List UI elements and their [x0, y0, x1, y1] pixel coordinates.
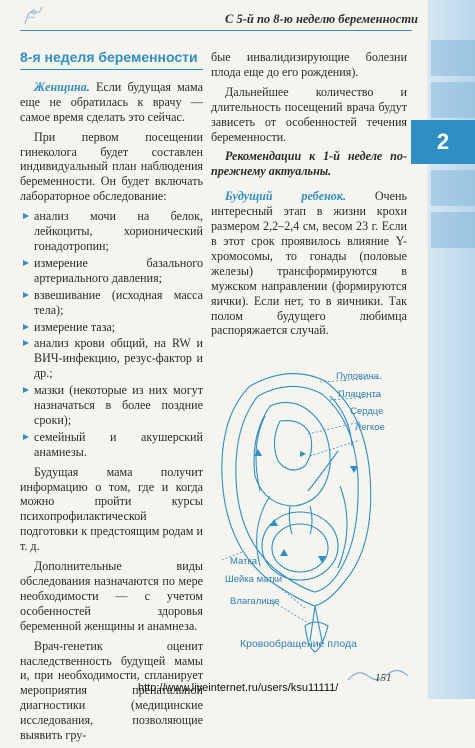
chapter-tab [431, 212, 475, 248]
lead-label: Женщина. [34, 79, 90, 94]
figure-label-cervix: Шейка матки [225, 574, 283, 585]
corner-ornament-icon [22, 4, 46, 28]
chapter-tab [431, 170, 475, 206]
list-item: семейный и акушерский анамнезы. [20, 430, 203, 460]
page-number: 151 [375, 672, 392, 684]
figure-label-uterus: Матка [230, 556, 258, 567]
paragraph [20, 80, 203, 125]
figure-label-umbilical-cord: Пуповина [336, 371, 379, 382]
figure-label-vagina: Влагалище [230, 596, 280, 607]
right-column [211, 50, 407, 343]
chapter-tab [431, 82, 475, 118]
list-item: измерение таза; [20, 320, 203, 335]
paragraph [211, 189, 407, 338]
figure-label-lung: Легкое [355, 422, 385, 433]
list-item: анализ крови общий, на RW и ВИЧ-инфекцию, резус-фактор и др.; [20, 336, 203, 381]
lead-label: Будущий ребенок. [225, 189, 346, 204]
list-item: мазки (некоторые из них могут назначаться в более поздние сроки); [20, 383, 203, 428]
paragraph: бые инвалидизирующие болезни плода еще до его рождения). [211, 50, 407, 79]
exam-list [20, 209, 203, 460]
paragraph: При первом посещении гинеколога будет составлен индивидуальный план наблюдения беременности. Он будет включать лабораторное обследование: [20, 129, 203, 204]
paragraph: Дополнительные виды обследования назначаются по мере необходимости — с учетом особенностей здоровья беременной женщины и анамнеза. [20, 559, 203, 633]
figure-label-heart: Сердце [350, 406, 384, 417]
header-rule [20, 30, 412, 31]
list-item: измерение базального артериального давления; [20, 256, 203, 286]
left-column [20, 50, 203, 748]
figure-caption: Кровообращение плода [240, 638, 357, 650]
fetal-circulation-illustration [210, 356, 410, 656]
paragraph: Дальнейшее количество и длительность посещений врача будут зависеть от особенностей течения беременности. [211, 84, 407, 144]
running-title: С 5-й по 8-ю неделю беременности [225, 12, 418, 26]
paragraph-text: Очень интересный этап в жизни крохи размером 2,2–2,4 см, весом 23 г. Если в этот срок проявилось влияние Y-хромосомы, то гонады (половые железы) трансформируются в мужском направлении (формируются яички). Если нет, то в яичники. Так полом будущего любимца распоряжается случай. [211, 189, 407, 338]
paragraph-text: Если будущая мама еще не обратилась к врачу — самое время сделать это сейчас. [20, 79, 203, 124]
section-title: 8-я неделя беременности [20, 50, 203, 70]
list-item: взвешивание (исходная масса тела); [20, 288, 203, 318]
figure-label-placenta: Плацента [338, 389, 382, 400]
chapter-tab [431, 40, 475, 76]
chapter-tab-strip [411, 0, 475, 699]
chapter-tab-active: 2 [411, 120, 475, 164]
watermark-url: http://www.liveinternet.ru/users/ksu11111/ [138, 682, 339, 694]
list-item: анализ мочи на белок, лейкоциты, хорионический гонадотропин; [20, 209, 203, 254]
recommendation: Рекомендации к 1-й неделе по-прежнему актуальны. [211, 149, 407, 179]
paragraph: Врач-генетик оценит наследственность будущей мамы и, при необходимости, спланирует мероприятия пренатальной диагностики (медицинские исследования, позволяющие выявить гру- [20, 638, 203, 743]
paragraph: Будущая мама получит информацию о том, где и когда можно пройти курсы психопрофилактической подготовки к предстоящим родам и т. д. [20, 464, 203, 554]
